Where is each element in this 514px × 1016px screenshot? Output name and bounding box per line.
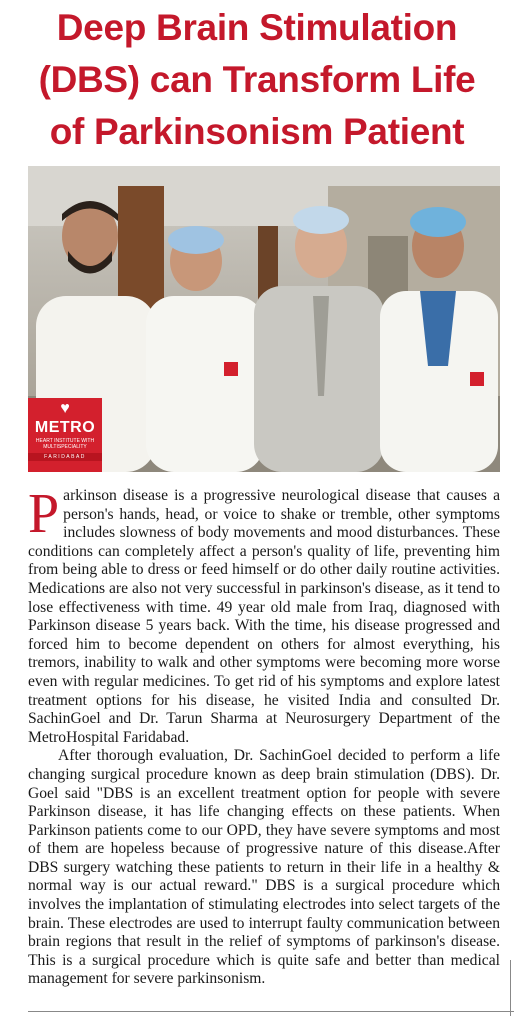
paragraph-1-text: arkinson disease is a progressive neurological disease that causes a person's hands, head, or voice to shake or tremble, other symptoms includes slowness of body movements and mood disturbances. These conditions can completely affect a person's quality of life, preventing him from being able to dress or feed himself or do other daily routine activities. Medications are also not very successful in parkinson's disease, as it tend to lose effectiveness with time. 49 year old male from Iraq, diagnosed with Parkinson disease 5 years back. With the time, his disease progressed and forced him to become dependent on others for almost everything, his tremors, inability to walk and other symptoms were becoming more worse even with regular medicines. To get rid of his symptoms and explore latest treatment options for his disease, he visited India and consulted Dr. SachinGoel and Dr. Tarun Sharma at Neurosurgery Department of the MetroHospital Faridabad. [28,487,500,746]
bottom-rule [28,1011,514,1012]
logo-subtitle: HEART INSTITUTE WITH MULTISPECIALITY [35,438,95,450]
paragraph-2: After thorough evaluation, Dr. SachinGoel decided to perform a life changing surgical procedure known as deep brain stimulation (DBS). Dr. Goel said "DBS is an excellent treatment option for people with severe Parkinson disease, it has life changing effects on these patients. When Parkinson patients come to our OPD, they have severe symptoms and most of them are hopeless because of progressive nature of this disease.After DBS surgery watching these patients to return in their life in a healthy & normal way is our actual reward." DBS is a surgical procedure which involves the implantation of stimulating electrodes into select targets of the brain. These electrodes are used to interrupt faulty communication between brain regions that result in the relief of symptoms of parkinson's disease. This is a surgical procedure which is quite safe and better than medical management for severe parkinsonism. [28,747,500,988]
headline [0,2,514,158]
right-rule [510,960,511,1016]
logo-city: FARIDABAD [28,453,102,461]
paragraph-1 [28,483,500,747]
group-photo [28,166,500,472]
headline-line-3: of Parkinsonism Patient [49,111,465,152]
article-body [28,483,500,989]
headline-line-1: Deep Brain Stimulation [56,7,458,48]
logo-name: METRO [34,419,96,436]
heart-icon: ♥ [60,400,70,417]
drop-cap: P [28,483,60,545]
headline-line-2: (DBS) can Transform Life [38,59,476,100]
metro-logo [28,398,102,472]
